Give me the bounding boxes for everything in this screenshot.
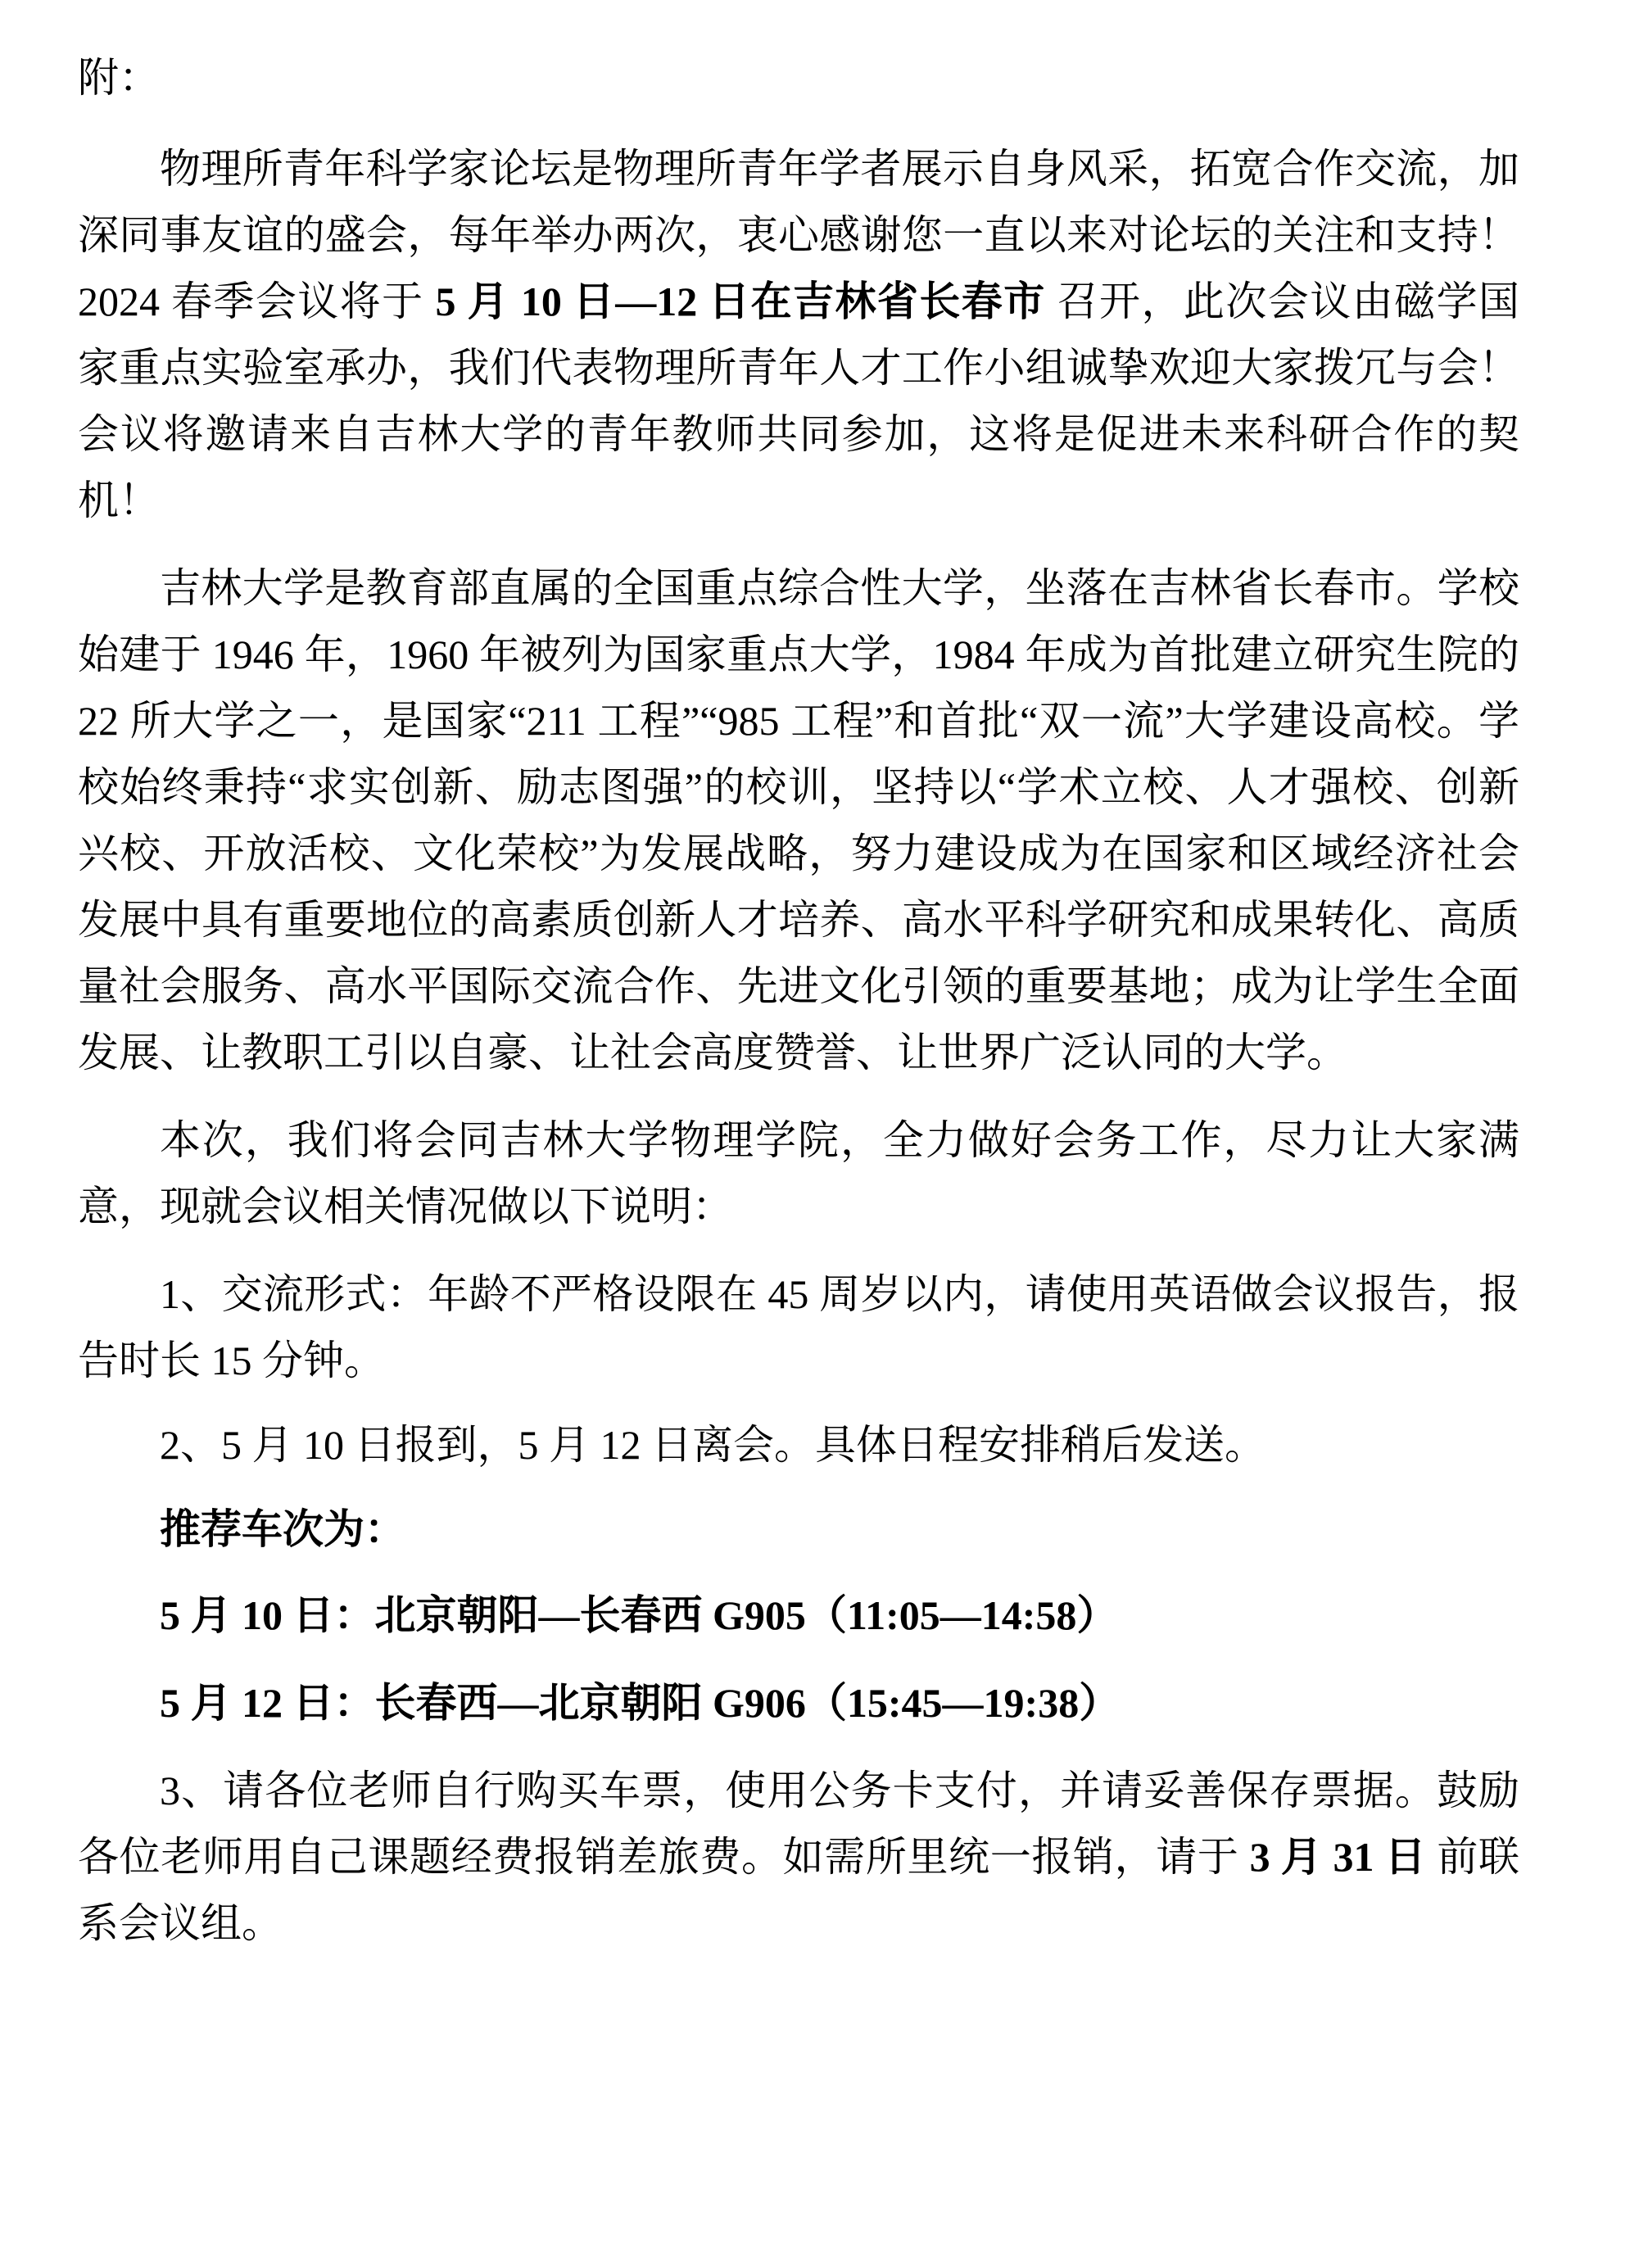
list-item-2 [78, 1412, 1519, 1478]
attachment-label: 附： [78, 55, 160, 101]
paragraph-arrangement-text: 本次，我们将会同吉林大学物理学院，全力做好会务工作，尽力让大家满意，现就会议相关情况做以下说明： [78, 1117, 1519, 1229]
list-item-2-text: 2、5 月 10 日报到，5 月 12 日离会。具体日程安排稍后发送。 [160, 1422, 1266, 1468]
document-body [78, 45, 1519, 1957]
paragraph-university [78, 555, 1519, 1086]
paragraph-intro-part-2: 召开，此次会议由磁学国家重点实验室承办，我们代表物理所青年人才工作小组诚挚欢迎大家拨冗与会！会议将邀请来自吉林大学的青年教师共同参加，这将是促进未来科研合作的契机！ [78, 278, 1520, 523]
train-section-heading: 推荐车次为： [160, 1506, 405, 1552]
paragraph-intro-highlight-date: 5 月 10 日—12 日在吉林省长春市 [435, 278, 1046, 324]
list-item-3-highlight-deadline: 3 月 31 日 [1249, 1834, 1427, 1880]
paragraph-arrangement [78, 1107, 1519, 1240]
list-item-1 [78, 1261, 1519, 1394]
train-line-return: 5 月 12 日：长春西—北京朝阳 G906（15:45—19:38） [160, 1680, 1121, 1726]
list-item-3-part-1: 3、请各位老师自行购买车票，使用公务卡支付，并请妥善保存票据。鼓励各位老师用自己课题经费报销差旅费。如需所里统一报销，请于 [78, 1768, 1519, 1880]
list-item-3-part-2: 前联系会议组。 [78, 1834, 1519, 1946]
paragraph-university-text: 吉林大学是教育部直属的全国重点综合性大学，坐落在吉林省长春市。学校始建于 1946 年，1960 年被列为国家重点大学，1984 年成为首批建立研究生院的 22 所大学之一，是国家“211 工程”“985 工程”和首批“双一流”大学建设高校。学校始终秉持“求实创新、励志图强”的校训，坚持以“学术立校、人才强校、创新兴校、开放活校、文化荣校”为发展战略，努力建设成为在国家和区域经济社会发展中具有重要地位的高素质创新人才培养、高水平科学研究和成果转化、高质量社会服务、高水平国际交流合作、先进文化引领的重要基地；成为让学生全面发展、让教职工引以自豪、让社会高度赞誉、让世界广泛认同的大学。 [78, 565, 1519, 1075]
train-line-outbound: 5 月 10 日：北京朝阳—长春西 G905（11:05—14:58） [160, 1592, 1118, 1638]
list-item-3 [78, 1758, 1519, 1957]
paragraph-intro-part-1: 物理所青年科学家论坛是物理所青年学者展示自身风采，拓宽合作交流，加深同事友谊的盛会，每年举办两次，衷心感谢您一直以来对论坛的关注和支持！2024 春季会议将于 [78, 146, 1519, 324]
paragraph-intro [78, 136, 1519, 534]
list-item-1-text: 1、交流形式：年龄不严格设限在 45 周岁以内，请使用英语做会议报告，报告时长 15 分钟。 [78, 1271, 1519, 1383]
